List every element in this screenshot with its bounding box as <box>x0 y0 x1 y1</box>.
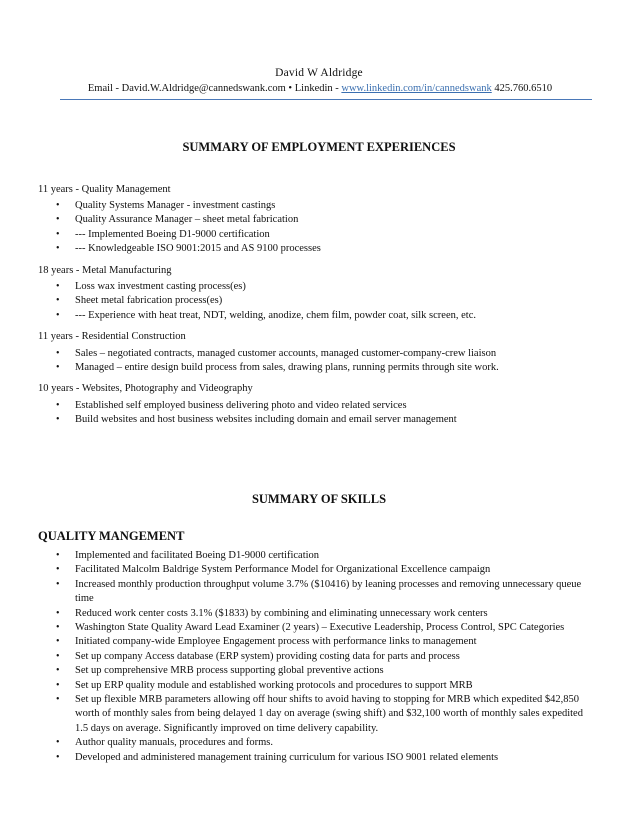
skills-subheading: QUALITY MANGEMENT <box>38 529 185 543</box>
list-item: • Set up comprehensive MRB process supporting global preventive actions <box>56 664 596 678</box>
list-item: • Washington State Quality Award Lead Examiner (2 years) – Executive Leadership, Process Control, SPC Categories <box>56 621 596 635</box>
employment-group-heading: 11 years - Residential Construction <box>38 331 186 342</box>
list-item: • Sales – negotiated contracts, managed customer accounts, managed customer-company-crew liaison <box>56 347 499 361</box>
employment-group-list <box>56 199 321 257</box>
list-item: • Implemented and facilitated Boeing D1-9000 certification <box>56 549 596 563</box>
skills-list <box>56 549 596 765</box>
list-item: • Author quality manuals, procedures and forms. <box>56 736 596 750</box>
list-item: • Quality Assurance Manager – sheet metal fabrication <box>56 213 321 227</box>
employment-group-heading: 18 years - Metal Manufacturing <box>38 265 172 276</box>
list-item: • --- Experience with heat treat, NDT, welding, anodize, chem film, powder coat, silk screen, etc. <box>56 309 476 323</box>
phone-number: 425.760.6510 <box>494 83 553 94</box>
list-item: • Set up company Access database (ERP system) providing costing data for parts and process <box>56 650 596 664</box>
list-item: • Quality Systems Manager - investment castings <box>56 199 321 213</box>
separator-bullet: • <box>288 83 293 94</box>
list-item: • Established self employed business delivering photo and video related services <box>56 399 457 413</box>
employment-section-title: SUMMARY OF EMPLOYMENT EXPERIENCES <box>182 140 456 154</box>
list-item: • --- Knowledgeable ISO 9001:2015 and AS 9100 processes <box>56 242 321 256</box>
list-item: • Set up flexible MRB parameters allowing off hour shifts to avoid having to stopping for MRB which expedited $42,850 worth of monthly sales from being delayed 1 day on average (swing shift) and $32,100 worth of monthly sales expedited 1.5 days on average. Significantly improved on time delivery capability. <box>56 693 596 736</box>
list-item: • Facilitated Malcolm Baldrige System Performance Model for Organizational Excellence campaign <box>56 563 596 577</box>
contact-line <box>62 83 578 94</box>
linkedin-link[interactable]: www.linkedin.com/in/cannedswank <box>341 83 492 94</box>
employment-group-heading: 11 years - Quality Management <box>38 184 171 195</box>
header-divider <box>60 99 592 100</box>
list-item: • Initiated company-wide Employee Engagement process with performance links to management <box>56 635 596 649</box>
candidate-name: David W Aldridge <box>275 67 363 79</box>
employment-group-list <box>56 399 457 428</box>
list-item: • Managed – entire design build process from sales, drawing plans, running permits through site work. <box>56 361 499 375</box>
list-item: • Reduced work center costs 3.1% ($1833) by combining and eliminating unnecessary work centers <box>56 607 596 621</box>
email-text: Email - David.W.Aldridge@cannedswank.com <box>87 83 286 94</box>
list-item: • Developed and administered management training curriculum for various ISO 9001 related elements <box>56 751 596 765</box>
list-item: • Increased monthly production throughput volume 3.7% ($10416) by leaning processes and removing unnecessary queue time <box>56 578 596 607</box>
list-item: • Build websites and host business websites including domain and email server management <box>56 413 457 427</box>
list-item: • --- Implemented Boeing D1-9000 certification <box>56 228 321 242</box>
list-item: • Set up ERP quality module and established working protocols and procedures to support MRB <box>56 679 596 693</box>
employment-group-list <box>56 280 476 323</box>
employment-group-heading: 10 years - Websites, Photography and Videography <box>38 383 253 394</box>
linkedin-label: Linkedin - <box>294 83 339 94</box>
list-item: • Sheet metal fabrication process(es) <box>56 294 476 308</box>
list-item: • Loss wax investment casting process(es) <box>56 280 476 294</box>
employment-group-list <box>56 347 499 376</box>
skills-section-title: SUMMARY OF SKILLS <box>251 492 387 506</box>
